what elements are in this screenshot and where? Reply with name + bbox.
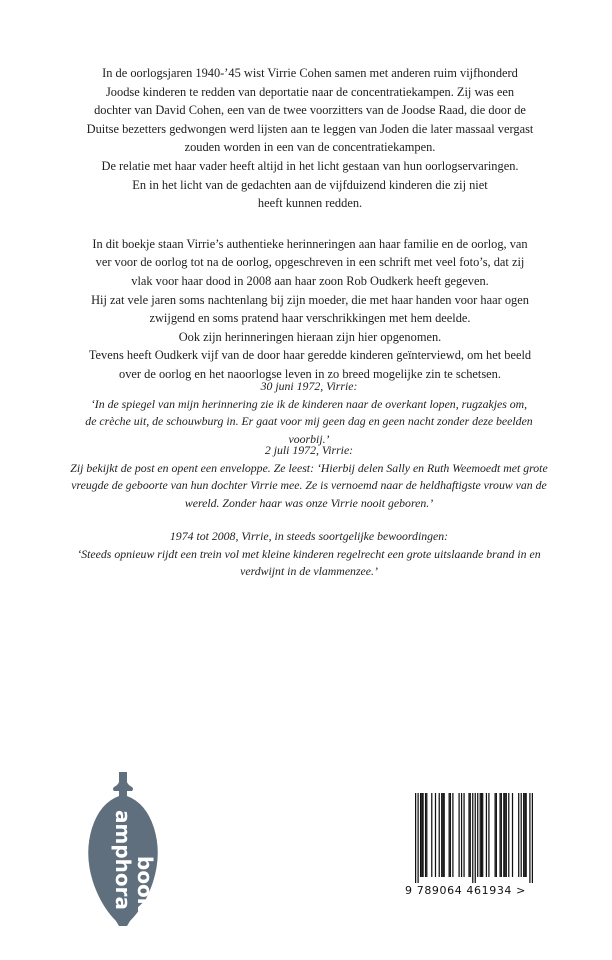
- publisher-logo: [82, 770, 164, 928]
- barcode-bar: [499, 793, 500, 877]
- barcode-bar: [523, 793, 524, 877]
- barcode-bar: [501, 793, 502, 877]
- barcode-bar: [468, 793, 469, 877]
- blurb-line: Hij zat vele jaren soms nachtenlang bij zijn moeder, die met haar handen voor haar ogen: [91, 292, 529, 307]
- back-cover-blurb: [78, 64, 542, 384]
- blurb-line: Joodse kinderen te redden van deportatie naar de concentratiekampen. Zij was een: [105, 84, 515, 99]
- barcode-bar: [442, 793, 443, 877]
- barcode-bar: [449, 793, 450, 877]
- blurb-paragraph-1: [78, 64, 542, 213]
- blurb-line: In de oorlogsjaren 1940-’45 wist Virrie Cohen samen met anderen ruim vijfhonderd: [102, 66, 518, 80]
- isbn-group-2: 461934: [466, 884, 513, 897]
- blurb-paragraph-2: [78, 235, 542, 384]
- blurb-line: De relatie met haar vader heeft altijd in het licht gestaan van hun oorlogservaringen.: [101, 158, 519, 173]
- barcode-bar: [441, 793, 442, 877]
- blurb-line: In dit boekje staan Virrie’s authentieke herinneringen aan haar familie en de oorlog, van: [92, 236, 528, 251]
- blurb-line: En in het licht van de gedachten aan de vijfduizend kinderen die zij niet: [132, 177, 488, 192]
- barcode-bar: [422, 793, 423, 877]
- quote-1972-july: [70, 442, 548, 512]
- isbn-suffix: >: [516, 884, 526, 897]
- barcode-bars: [415, 793, 533, 883]
- barcode-bar: [529, 793, 530, 883]
- quote-line: verdwijnt in de vlammenzee.’: [240, 564, 378, 579]
- isbn-prefix: 9: [405, 884, 413, 897]
- quote-1974-2008: [70, 528, 548, 581]
- barcode-bar: [521, 793, 522, 877]
- barcode-bar: [482, 793, 483, 877]
- barcode-bar: [532, 793, 533, 883]
- blurb-line: Ook zijn herinneringen hieraan zijn hier opgenomen.: [178, 329, 442, 344]
- barcode-bar: [461, 793, 462, 877]
- blurb-line: Tevens heeft Oudkerk vijf van de door haar geredde kinderen geïnterviewd, om het beeld: [88, 348, 532, 363]
- barcode-bar: [475, 793, 476, 883]
- barcode-bar: [420, 793, 421, 877]
- quote-line: ‘Steeds opnieuw rijdt een trein vol met kleine kinderen regelrecht een grote uitslaande brand in en: [77, 547, 541, 562]
- barcode-bar: [431, 793, 432, 877]
- quote-line: de crèche uit, de schouwburg in. Er gaat voor mij geen dag en geen nacht zonder deze beelden voorbij.’: [85, 414, 533, 446]
- barcode-bar: [481, 793, 482, 877]
- barcode-bar: [417, 793, 418, 883]
- isbn-group-1: 789064: [416, 884, 463, 897]
- paragraph-spacer: [78, 213, 542, 235]
- quote-label: 2 juli 1972, Virrie:: [264, 443, 354, 457]
- barcode-bar: [506, 793, 507, 877]
- barcode-bar: [503, 793, 504, 877]
- blurb-line: zwijgend en soms pratend haar verschrikkingen met hem deelde.: [149, 311, 471, 326]
- barcode-bar: [470, 793, 471, 877]
- barcode-bar: [512, 793, 513, 877]
- barcode-bar: [494, 793, 495, 877]
- logo-text-books: books: [133, 856, 157, 924]
- barcode-bar: [450, 793, 451, 877]
- quote-1972-june: [70, 378, 548, 448]
- barcode-bar: [504, 793, 505, 877]
- quote-label: 30 juni 1972, Virrie:: [260, 379, 358, 393]
- quote-line: ‘In de spiegel van mijn herinnering zie ik de kinderen naar de overkant lopen, rugzakjes om,: [90, 397, 528, 412]
- blurb-line: over de oorlog en het naoorlogse leven in zo breed mogelijke zin te schetsen.: [119, 366, 501, 381]
- barcode-bar: [508, 793, 509, 877]
- isbn-barcode: [405, 793, 543, 903]
- barcode-bar: [435, 793, 436, 877]
- barcode-bar: [426, 793, 427, 877]
- blurb-line: ver voor de oorlog tot na de oorlog, opgeschreven in een schrift met veel foto’s, dat zij: [95, 255, 525, 270]
- barcode-bar: [488, 793, 489, 877]
- quote-line: wereld. Zonder haar was onze Virrie nooit geboren.’: [184, 495, 434, 510]
- barcode-bar: [524, 793, 525, 877]
- barcode-bar: [415, 793, 416, 883]
- barcode-bar: [518, 793, 519, 877]
- barcode-bar: [444, 793, 445, 877]
- logo-text-amphora: amphora: [111, 810, 135, 910]
- quote-line: vreugde de geboorte van hun dochter Virrie mee. Ze is vernoemd naar de heldhaftigste vrouw van de: [71, 478, 547, 493]
- barcode-bar: [458, 793, 459, 877]
- quote-line: Zij bekijkt de post en opent een enveloppe. Ze leest: ‘Hierbij delen Sally en Ruth Weemoedt met grote: [70, 461, 548, 476]
- quote-label: 1974 tot 2008, Virrie, in steeds soortgelijke bewoordingen:: [169, 529, 449, 543]
- barcode-bar: [496, 793, 497, 877]
- blurb-line: Duitse bezetters gedwongen werd lijsten aan te leggen van Joden die later massaal vergast: [86, 121, 534, 136]
- isbn-number: [405, 884, 543, 897]
- barcode-bar: [486, 793, 487, 877]
- barcode-bar: [463, 793, 464, 877]
- barcode-bar: [452, 793, 453, 877]
- barcode-bar: [425, 793, 426, 877]
- barcode-bar: [439, 793, 440, 877]
- blurb-line: vlak voor haar dood in 2008 aan haar zoon Rob Oudkerk heeft gegeven.: [131, 273, 489, 288]
- barcode-bar: [472, 793, 473, 883]
- barcode-bar: [480, 793, 481, 877]
- blurb-line: heeft kunnen redden.: [257, 196, 363, 211]
- barcode-bar: [526, 793, 527, 877]
- barcode-bar: [421, 793, 422, 877]
- blurb-line: zouden worden in een van de concentratiekampen.: [184, 140, 436, 155]
- barcode-bar: [477, 793, 478, 877]
- blurb-line: dochter van David Cohen, een van de twee voorzitters van de Joodse Raad, die door de: [94, 103, 526, 118]
- amphora-vase-icon: [82, 770, 164, 928]
